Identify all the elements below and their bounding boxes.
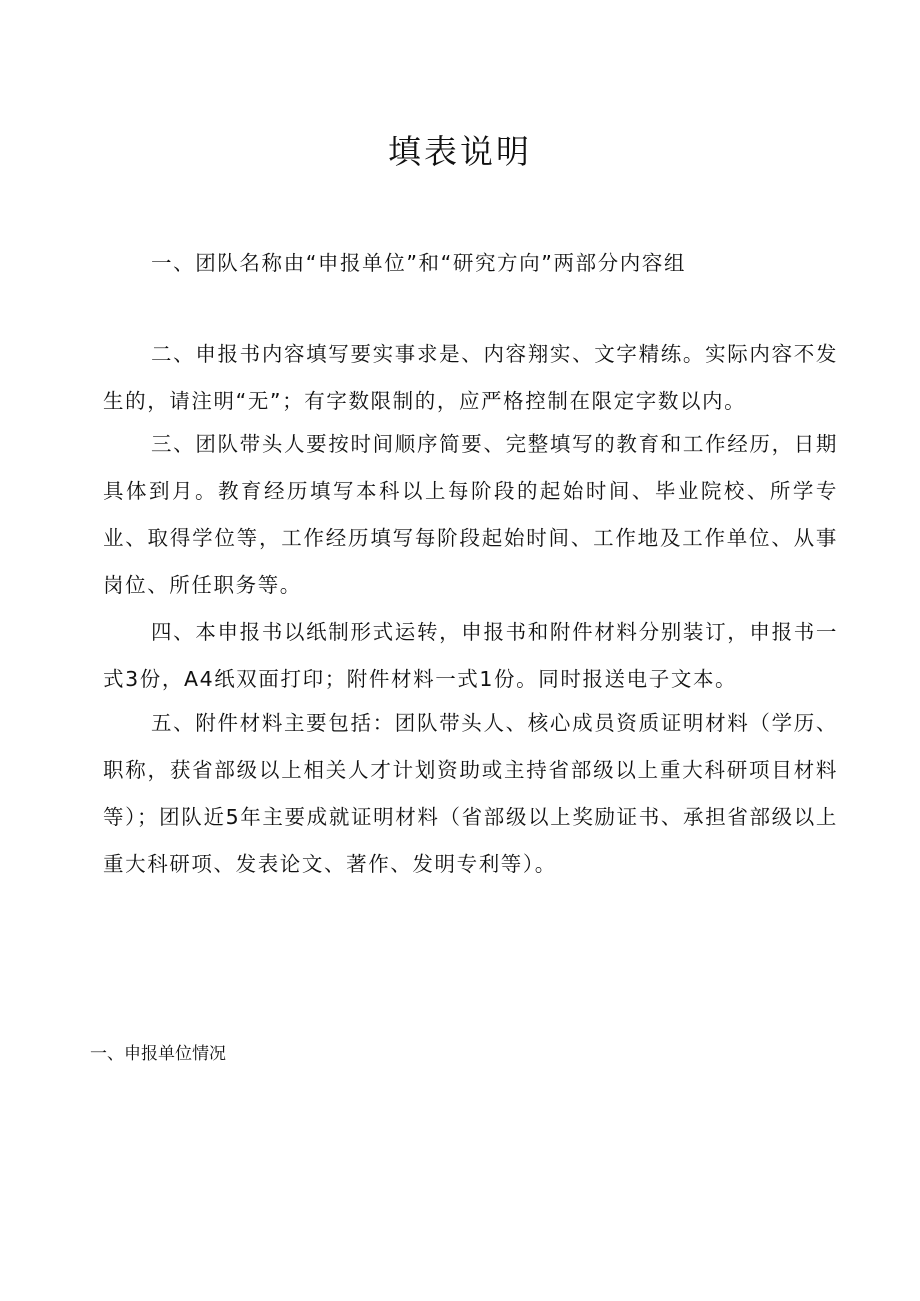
instruction-item-1: 一、团队名称由“申报单位”和“研究方向”两部分内容组 <box>151 251 687 275</box>
section-heading: 一、申报单位情况 <box>90 1044 226 1064</box>
instruction-item-4: 四、本申报书以纸制形式运转，申报书和附件材料分别装订，申报书一式3份，A4纸双面打印；附件材料一式1份。同时报送电子文本。 <box>103 620 838 691</box>
instruction-item-3: 三、团队带头人要按时间顺序简要、完整填写的教育和工作经历，日期具体到月。教育经历填写本科以上每阶段的起始时间、毕业院校、所学专业、取得学位等，工作经历填写每阶段起始时间、工作地及工作单位、从事岗位、所任职务等。 <box>103 432 838 597</box>
instruction-item-2: 二、申报书内容填写要实事求是、内容翔实、文字精练。实际内容不发生的，请注明“无”；有字数限制的，应严格控制在限定字数以内。 <box>103 342 838 413</box>
instruction-item-5: 五、附件材料主要包括：团队带头人、核心成员资质证明材料（学历、职称，获省部级以上相关人才计划资助或主持省部级以上重大科研项目材料等）；团队近5年主要成就证明材料（省部级以上奖励证书、承担省部级以上重大科研项、发表论文、著作、发明专利等）。 <box>103 711 838 876</box>
page-title: 填表说明 <box>388 132 532 171</box>
